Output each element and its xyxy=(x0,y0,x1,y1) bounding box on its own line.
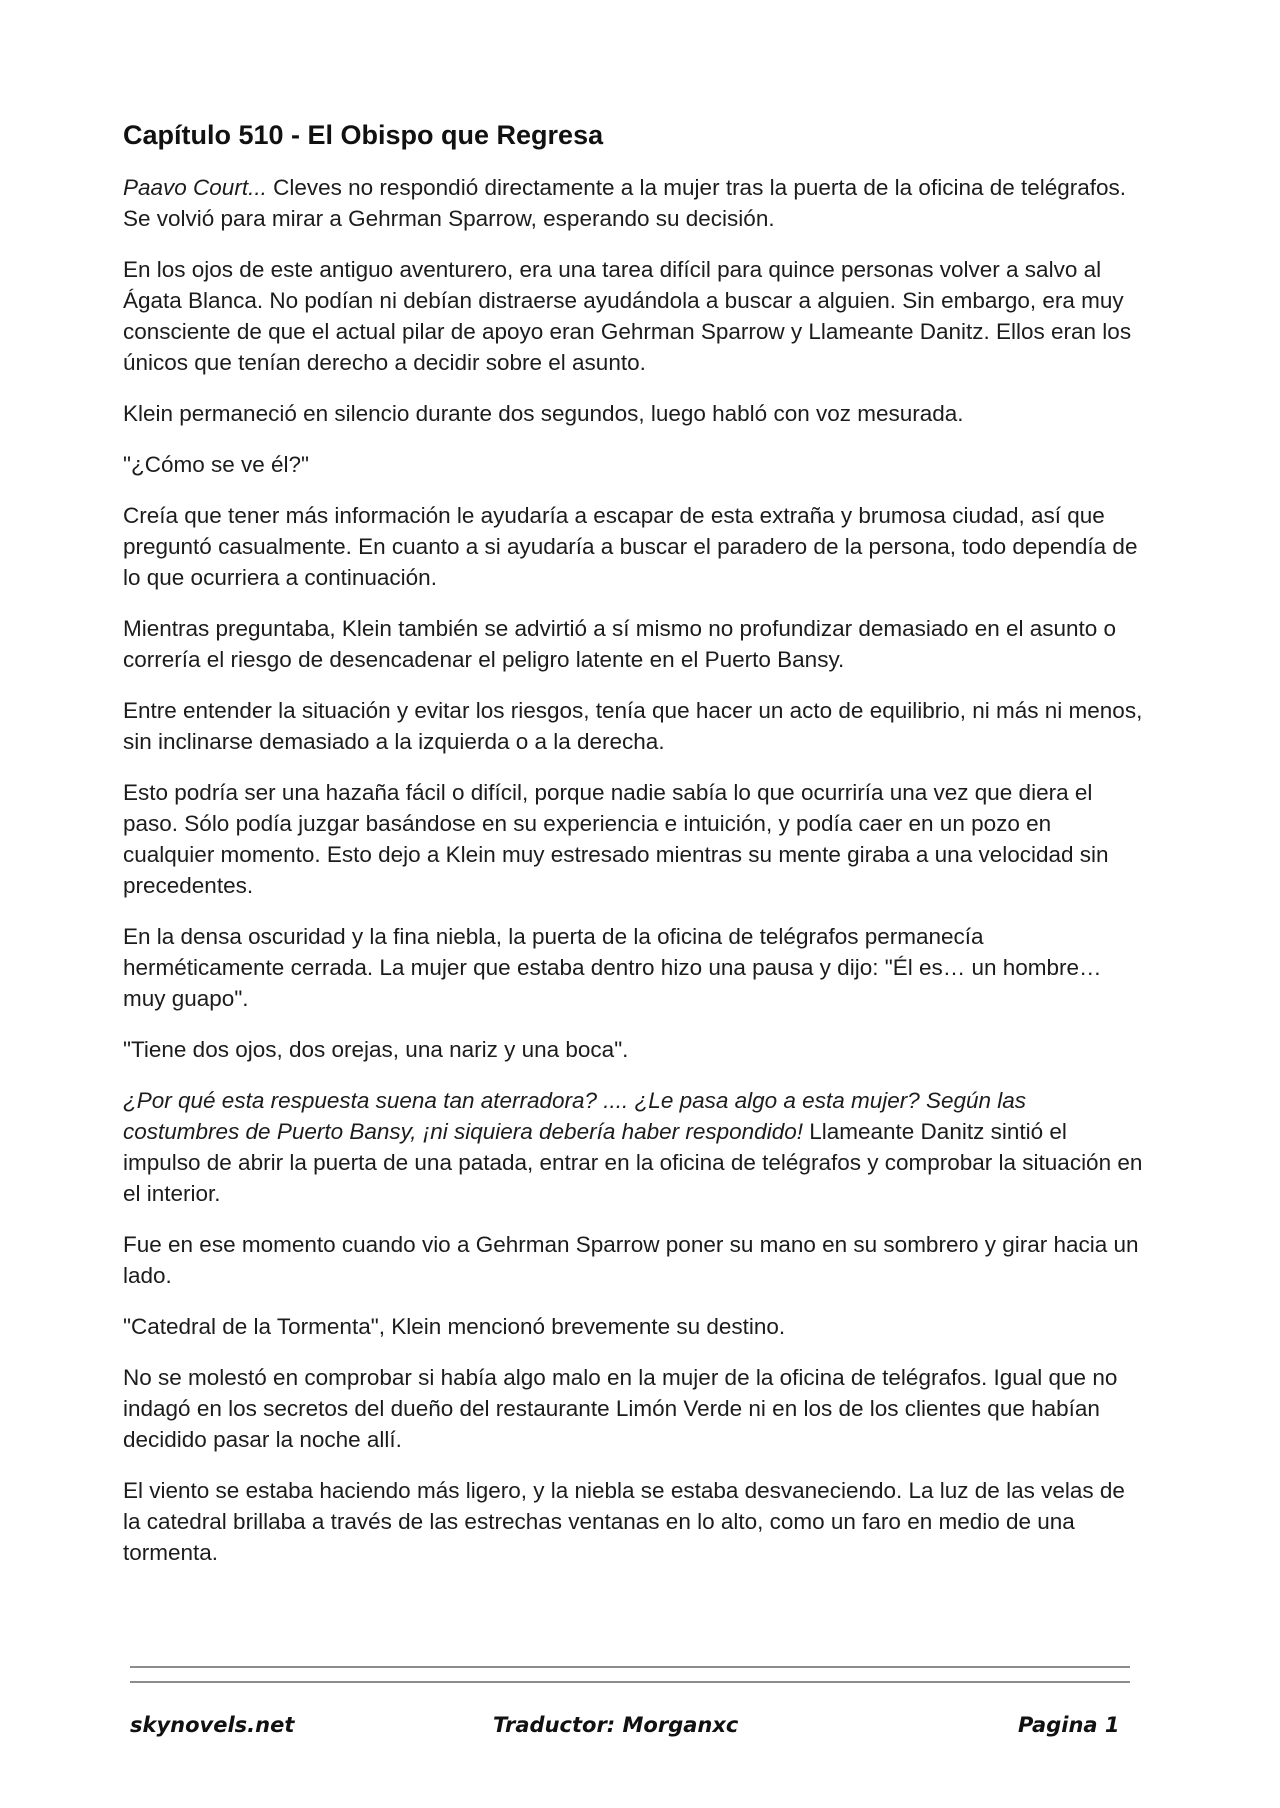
paragraph-list xyxy=(123,172,1143,1568)
paragraph-text: "¿Cómo se ve él?" xyxy=(123,452,310,477)
paragraph-text: Mientras preguntaba, Klein también se advirtió a sí mismo no profundizar demasiado en el asunto o correría el riesgo de desencadenar el peligro latente en el Puerto Bansy. xyxy=(123,616,1117,672)
page-footer xyxy=(0,1713,1280,1743)
paragraph xyxy=(123,172,1143,234)
paragraph xyxy=(123,500,1143,593)
paragraph xyxy=(123,777,1143,901)
paragraph-text: Creía que tener más información le ayudaría a escapar de esta extraña y brumosa ciudad, así que preguntó casualmente. En cuanto a si ayudaría a buscar el paradero de la persona, todo dependía de lo que ocurriera a continuación. xyxy=(123,503,1138,590)
paragraph xyxy=(123,613,1143,675)
paragraph-text-italic: ¿Por qué esta respuesta suena tan aterradora? .... ¿Le pasa algo a esta mujer? Según las costumbres de Puerto Bansy, ¡ni siquiera debería haber respondido! xyxy=(123,1088,1027,1144)
document-body xyxy=(123,118,1143,1588)
paragraph-text: En los ojos de este antiguo aventurero, era una tarea difícil para quince personas volver a salvo al Ágata Blanca. No podían ni debían distraerse ayudándola a buscar a alguien. Sin embargo, era muy consciente de que el actual pilar de apoyo eran Gehrman Sparrow y Llameante Danitz. Ellos eran los únicos que tenían derecho a decidir sobre el asunto. xyxy=(123,257,1132,375)
chapter-title: Capítulo 510 - El Obispo que Regresa xyxy=(123,120,604,150)
paragraph-text: Klein permaneció en silencio durante dos segundos, luego habló con voz mesurada. xyxy=(123,401,964,426)
footer-translator: Traductor: Morganxc xyxy=(493,1713,739,1737)
paragraph xyxy=(123,1229,1143,1291)
paragraph xyxy=(123,1034,1143,1065)
paragraph-text: Esto podría ser una hazaña fácil o difícil, porque nadie sabía lo que ocurriría una vez que diera el paso. Sólo podía juzgar basándose en su experiencia e intuición, y podía caer en un pozo en cualquier momento. Esto dejo a Klein muy estresado mientras su mente giraba a una velocidad sin precedentes. xyxy=(123,780,1109,898)
paragraph xyxy=(123,1085,1143,1209)
paragraph xyxy=(123,449,1143,480)
paragraph-text: Llameante Danitz sintió el impulso de abrir la puerta de una patada, entrar en la oficina de telégrafos y comprobar la situación en el interior. xyxy=(123,1119,1143,1206)
paragraph-text: Fue en ese momento cuando vio a Gehrman Sparrow poner su mano en su sombrero y girar hacia un lado. xyxy=(123,1232,1139,1288)
paragraph-text: En la densa oscuridad y la fina niebla, la puerta de la oficina de telégrafos permanecía herméticamente cerrada. La mujer que estaba dentro hizo una pausa y dijo: "Él es… un hombre… muy guapo". xyxy=(123,924,1102,1011)
paragraph-text-italic: Paavo Court... xyxy=(123,175,267,200)
paragraph xyxy=(123,1362,1143,1455)
paragraph-text: No se molestó en comprobar si había algo malo en la mujer de la oficina de telégrafos. Igual que no indagó en los secretos del dueño del restaurante Limón Verde ni en los de los clientes que habían decidido pasar la noche allí. xyxy=(123,1365,1118,1452)
paragraph xyxy=(123,1475,1143,1568)
footer-divider-top xyxy=(130,1666,1130,1668)
paragraph-text: "Catedral de la Tormenta", Klein mencionó brevemente su destino. xyxy=(123,1314,786,1339)
paragraph xyxy=(123,398,1143,429)
paragraph xyxy=(123,695,1143,757)
paragraph xyxy=(123,254,1143,378)
footer-divider-bottom xyxy=(130,1681,1130,1683)
footer-page-number: Pagina 1 xyxy=(1018,1713,1120,1737)
paragraph-text: Entre entender la situación y evitar los riesgos, tenía que hacer un acto de equilibrio, ni más ni menos, sin inclinarse demasiado a la izquierda o a la derecha. xyxy=(123,698,1143,754)
paragraph xyxy=(123,1311,1143,1342)
footer-site: skynovels.net xyxy=(130,1713,295,1737)
paragraph xyxy=(123,921,1143,1014)
paragraph-text: El viento se estaba haciendo más ligero, y la niebla se estaba desvaneciendo. La luz de las velas de la catedral brillaba a través de las estrechas ventanas en lo alto, como un faro en medio de una tormenta. xyxy=(123,1478,1125,1565)
paragraph-text: "Tiene dos ojos, dos orejas, una nariz y una boca". xyxy=(123,1037,629,1062)
paragraph-text: Cleves no respondió directamente a la mujer tras la puerta de la oficina de telégrafos. Se volvió para mirar a Gehrman Sparrow, esperando su decisión. xyxy=(123,175,1127,231)
